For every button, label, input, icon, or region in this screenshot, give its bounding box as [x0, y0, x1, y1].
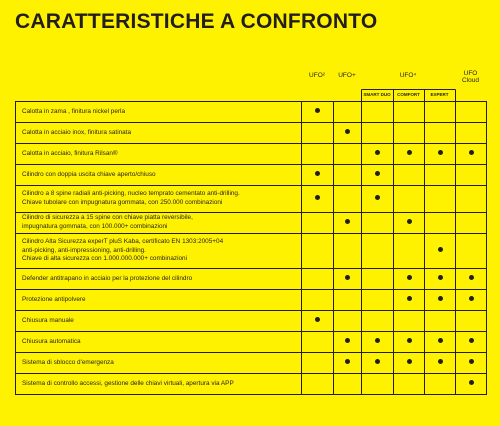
feature-label-line: Calotta in acciaio inox, finitura satinata: [22, 128, 132, 136]
mark-cell: [302, 186, 334, 213]
mark-cell: [302, 290, 334, 311]
mark-cell: [394, 353, 425, 374]
feature-label-line: Sistema di sblocco d'emergenza: [22, 358, 114, 366]
bullet-dot-icon: [315, 317, 320, 322]
mark-cell: [425, 165, 456, 186]
bullet-dot-icon: [407, 150, 412, 155]
bullet-dot-icon: [375, 338, 380, 343]
mark-cell: [302, 269, 334, 290]
mark-cell: [362, 311, 394, 332]
mark-cell: [394, 374, 425, 395]
table-row: [16, 290, 487, 311]
mark-cell: [362, 290, 394, 311]
mark-cell: [302, 332, 334, 353]
mark-cell: [425, 102, 456, 123]
mark-cell: [456, 311, 487, 332]
mark-cell: [456, 123, 487, 144]
mark-cell: [456, 290, 487, 311]
bullet-dot-icon: [407, 219, 412, 224]
column-header-ufo-cloud: [455, 70, 486, 84]
table-row: [16, 123, 487, 144]
feature-label-line: Cilindro con doppia uscita chiave aperto/chiuso: [22, 170, 156, 178]
mark-cell: [334, 332, 362, 353]
bullet-dot-icon: [345, 275, 350, 280]
mark-cell: [394, 234, 425, 269]
bullet-dot-icon: [469, 150, 474, 155]
feature-label: [16, 213, 302, 234]
mark-cell: [362, 374, 394, 395]
mark-cell: [425, 374, 456, 395]
bullet-dot-icon: [469, 296, 474, 301]
comparison-table-body: [16, 102, 487, 395]
mark-cell: [334, 290, 362, 311]
mark-cell: [334, 123, 362, 144]
bullet-dot-icon: [438, 338, 443, 343]
feature-label: [16, 374, 302, 395]
bullet-dot-icon: [315, 171, 320, 176]
mark-cell: [425, 269, 456, 290]
mark-cell: [334, 234, 362, 269]
column-header-ufo-plus: UFO+: [338, 72, 356, 79]
table-row: [16, 269, 487, 290]
table-row: [16, 311, 487, 332]
bullet-dot-icon: [407, 359, 412, 364]
bullet-dot-icon: [438, 296, 443, 301]
mark-cell: [362, 123, 394, 144]
comparison-table: [15, 101, 487, 395]
mark-cell: [425, 332, 456, 353]
feature-label: [16, 102, 302, 123]
bullet-dot-icon: [315, 195, 320, 200]
mark-cell: [302, 144, 334, 165]
mark-cell: [334, 353, 362, 374]
bullet-dot-icon: [469, 359, 474, 364]
feature-label-line: Chiusura manuale: [22, 316, 74, 324]
mark-cell: [362, 332, 394, 353]
mark-cell: [394, 186, 425, 213]
feature-label-line: impugnatura gommata, con 100.000+ combinazioni: [22, 223, 168, 230]
feature-label-line: Protezione antipolvere: [22, 295, 86, 303]
feature-label-line: Defender antitrapano in acciaio per la protezione del cilindro: [22, 274, 193, 282]
bullet-dot-icon: [438, 247, 443, 252]
mark-cell: [394, 269, 425, 290]
mark-cell: [302, 213, 334, 234]
table-row: [16, 186, 487, 213]
page-title: CARATTERISTICHE A CONFRONTO: [15, 10, 378, 33]
bullet-dot-icon: [375, 195, 380, 200]
mark-cell: [456, 144, 487, 165]
mark-cell: [425, 311, 456, 332]
mark-cell: [456, 213, 487, 234]
table-row: [16, 374, 487, 395]
feature-label-line: Cilindro a 8 spine radiali anti-picking, nucleo temprato cementato anti-drilling.: [22, 190, 240, 198]
mark-cell: [456, 165, 487, 186]
bullet-dot-icon: [375, 150, 380, 155]
feature-label: [16, 269, 302, 290]
mark-cell: [425, 290, 456, 311]
mark-cell: [302, 123, 334, 144]
mark-cell: [362, 144, 394, 165]
subheader-expert: EXPERT: [430, 92, 449, 97]
table-row: [16, 102, 487, 123]
mark-cell: [334, 165, 362, 186]
feature-label-line: Chiusura automatica: [22, 337, 81, 345]
feature-label-line: Chiave di alta sicurezza con 1.000.000.000+ combinazioni: [22, 255, 188, 263]
mark-cell: [425, 144, 456, 165]
mark-cell: [394, 165, 425, 186]
mark-cell: [456, 269, 487, 290]
table-row: [16, 165, 487, 186]
bullet-dot-icon: [469, 380, 474, 385]
mark-cell: [334, 186, 362, 213]
feature-label-line: anti-picking, anti-impressioning, anti-drilling.: [22, 246, 146, 254]
mark-cell: [302, 234, 334, 269]
table-row: [16, 144, 487, 165]
mark-cell: [425, 123, 456, 144]
bullet-dot-icon: [469, 338, 474, 343]
column-header-ufo-cloud-line2: Cloud: [462, 77, 479, 84]
mark-cell: [456, 102, 487, 123]
bullet-dot-icon: [345, 219, 350, 224]
mark-cell: [334, 213, 362, 234]
feature-label: [16, 290, 302, 311]
feature-label-line: Sistema di controllo accessi, gestione delle chiavi virtuali, apertura via APP: [22, 379, 234, 387]
mark-cell: [456, 186, 487, 213]
feature-label: [16, 165, 302, 186]
bullet-dot-icon: [375, 359, 380, 364]
feature-label-line: Calotta in acciaio, finitura Rilsan®: [22, 149, 118, 157]
mark-cell: [362, 186, 394, 213]
mark-cell: [334, 102, 362, 123]
feature-label-line: Calotta in zama , finitura nickel perla: [22, 107, 126, 115]
mark-cell: [456, 234, 487, 269]
bullet-dot-icon: [345, 129, 350, 134]
feature-label: [16, 234, 302, 269]
mark-cell: [334, 311, 362, 332]
table-row: [16, 332, 487, 353]
feature-label: [16, 353, 302, 374]
mark-cell: [456, 332, 487, 353]
bullet-dot-icon: [407, 338, 412, 343]
bullet-dot-icon: [345, 359, 350, 364]
mark-cell: [394, 123, 425, 144]
feature-label: [16, 144, 302, 165]
mark-cell: [456, 353, 487, 374]
mark-cell: [394, 213, 425, 234]
table-row: [16, 353, 487, 374]
feature-label: [16, 311, 302, 332]
bullet-dot-icon: [345, 338, 350, 343]
mark-cell: [425, 353, 456, 374]
mark-cell: [334, 144, 362, 165]
mark-cell: [456, 374, 487, 395]
mark-cell: [362, 353, 394, 374]
mark-cell: [302, 102, 334, 123]
mark-cell: [334, 374, 362, 395]
subheader-comfort: COMFORT: [397, 92, 420, 97]
feature-label: [16, 332, 302, 353]
table-row: [16, 234, 487, 269]
subheader-smart-duo: SMART DUO: [363, 92, 391, 97]
mark-cell: [394, 311, 425, 332]
mark-cell: [394, 332, 425, 353]
mark-cell: [362, 165, 394, 186]
mark-cell: [425, 186, 456, 213]
mark-cell: [334, 269, 362, 290]
mark-cell: [394, 290, 425, 311]
column-header-ufo-cloud-line1: UFO: [463, 70, 478, 77]
feature-label-line: Cilindro di sicurezza a 15 spine con chiave piatta reversibile,: [22, 214, 193, 222]
mark-cell: [302, 374, 334, 395]
bullet-dot-icon: [407, 275, 412, 280]
column-header-ufo4: UFO⁴: [399, 72, 417, 79]
bullet-dot-icon: [438, 359, 443, 364]
bullet-dot-icon: [407, 296, 412, 301]
mark-cell: [302, 311, 334, 332]
bullet-dot-icon: [469, 275, 474, 280]
feature-label-line: Cilindro Alta Sicurezza experT pluS Kaba, certificato EN 1303:2005+04: [22, 238, 224, 246]
mark-cell: [362, 213, 394, 234]
feature-label-line: Chiave tubolare con impugnatura gommata, con 250.000 combinazioni: [22, 199, 223, 206]
feature-label: [16, 123, 302, 144]
bullet-dot-icon: [438, 150, 443, 155]
mark-cell: [425, 234, 456, 269]
mark-cell: [302, 353, 334, 374]
mark-cell: [394, 102, 425, 123]
table-row: [16, 213, 487, 234]
bullet-dot-icon: [438, 275, 443, 280]
column-header-ufo2: UFO²: [309, 72, 325, 79]
mark-cell: [362, 102, 394, 123]
bullet-dot-icon: [315, 108, 320, 113]
mark-cell: [362, 269, 394, 290]
feature-label: [16, 186, 302, 213]
mark-cell: [302, 165, 334, 186]
bullet-dot-icon: [375, 171, 380, 176]
mark-cell: [425, 213, 456, 234]
mark-cell: [362, 234, 394, 269]
mark-cell: [394, 144, 425, 165]
